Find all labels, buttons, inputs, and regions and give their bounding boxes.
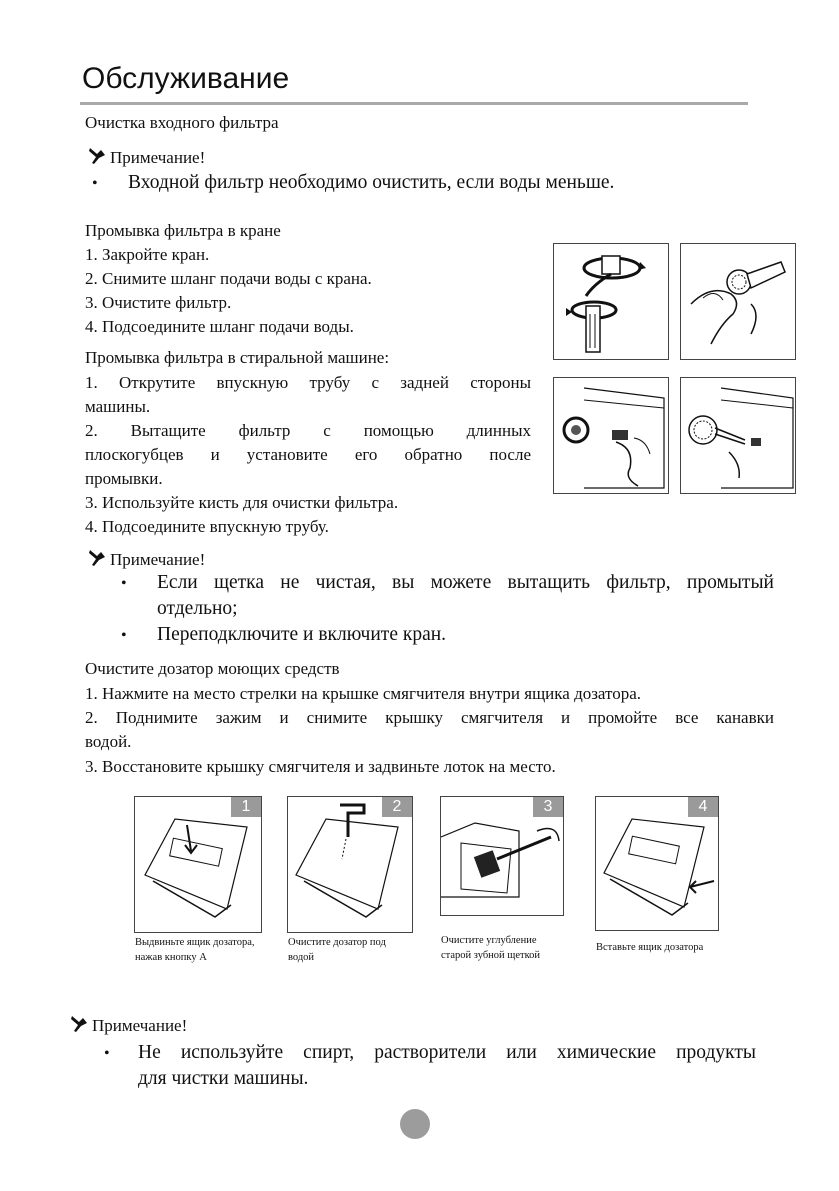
note-3-bullet-text-b: для чистки машины.: [138, 1068, 309, 1089]
step-figure-3: [440, 796, 564, 916]
machine-step-2c: промывки.: [85, 469, 163, 488]
note-label: Примечание!: [110, 148, 206, 167]
bullet-dot: •: [121, 575, 127, 592]
machine-heading: Промывка фильтра в стиральной машине:: [85, 348, 390, 367]
bullet-dot: •: [121, 627, 127, 644]
note-1-bullet: [92, 170, 615, 197]
caption-line: Вставьте ящик дозатора: [596, 942, 704, 953]
note-3-bullet: [104, 1040, 110, 1067]
step-number: 1: [231, 797, 261, 817]
note-2-bullet-1: [121, 570, 127, 597]
bullet-text: Переподключите и включите кран.: [157, 624, 447, 645]
bullet-dot: •: [104, 1045, 110, 1062]
step-caption-4: [596, 940, 703, 955]
page-title: Обслуживание: [82, 62, 290, 95]
note-3-bullet-text-a: Не используйте спирт, растворители или химические продукты: [138, 1042, 756, 1063]
tap-heading: Промывка фильтра в кране: [85, 221, 281, 240]
dispenser-step-2a: 2. Поднимите зажим и снимите крышку смягчителя и промойте все канавки: [85, 708, 774, 727]
pin-icon: [88, 147, 110, 165]
bullet-text: Входной фильтр необходимо очистить, если воды меньше.: [128, 172, 615, 193]
machine-step-2a: 2. Вытащите фильтр с помощью длинных: [85, 421, 531, 440]
machine-step-4: 4. Подсоедините впускную трубу.: [85, 517, 329, 536]
note-1: [88, 146, 205, 170]
note-label: Примечание!: [110, 550, 206, 569]
caption-line: старой зубной щеткой: [441, 950, 541, 961]
note-3: [70, 1014, 187, 1038]
caption-line: Очистите дозатор под: [288, 937, 386, 948]
hose-filter-figure: [680, 243, 796, 360]
note-2-bullet-1-text-b: отдельно;: [157, 598, 238, 619]
step-number: 3: [533, 797, 563, 817]
dispenser-step-1: 1. Нажмите на место стрелки на крышке смягчителя внутри ящика дозатора.: [85, 684, 642, 703]
title-divider: [80, 102, 748, 105]
caption-line: водой: [288, 952, 315, 963]
note-2: [88, 548, 205, 572]
step-figure-2: [287, 796, 413, 933]
step-figure-4: [595, 796, 719, 931]
machine-step-3: 3. Используйте кисть для очистки фильтра.: [85, 493, 399, 512]
dispenser-heading: Очистите дозатор моющих средств: [85, 659, 340, 678]
pin-icon: [70, 1015, 92, 1033]
step-caption-3: [441, 933, 540, 963]
machine-inlet-figure: [553, 377, 669, 494]
page-number-marker: [400, 1109, 430, 1139]
machine-step-1a: 1. Открутите впускную трубу с задней стороны: [85, 373, 531, 392]
inlet-filter-heading: Очистка входного фильтра: [85, 113, 279, 132]
machine-filter-pliers-figure: [680, 377, 796, 494]
step-number: 4: [688, 797, 718, 817]
step-figure-1: [134, 796, 262, 933]
step-caption-2: [288, 935, 386, 965]
dispenser-step-2b: водой.: [85, 732, 132, 751]
caption-line: нажав кнопку А: [135, 952, 207, 963]
caption-line: Выдвиньте ящик дозатора,: [135, 937, 255, 948]
tap-filter-figure: [553, 243, 669, 360]
machine-step-1b: машины.: [85, 397, 151, 416]
tap-step-2: 2. Снимите шланг подачи воды с крана.: [85, 269, 372, 288]
step-number: 2: [382, 797, 412, 817]
machine-step-2b: плоскогубцев и установите его обратно после: [85, 445, 531, 464]
tap-step-1: 1. Закройте кран.: [85, 245, 210, 264]
step-caption-1: [135, 935, 254, 965]
note-label: Примечание!: [92, 1016, 188, 1035]
tap-step-4: 4. Подсоедините шланг подачи воды.: [85, 317, 354, 336]
tap-step-3: 3. Очистите фильтр.: [85, 293, 232, 312]
caption-line: Очистите углубление: [441, 935, 537, 946]
bullet-dot: •: [92, 175, 98, 192]
note-2-bullet-1-text-a: Если щетка не чистая, вы можете вытащить фильтр, промытый: [157, 572, 774, 593]
dispenser-step-3: 3. Восстановите крышку смягчителя и задвиньте лоток на место.: [85, 757, 556, 776]
pin-icon: [88, 549, 110, 567]
note-2-bullet-2: [121, 622, 447, 649]
